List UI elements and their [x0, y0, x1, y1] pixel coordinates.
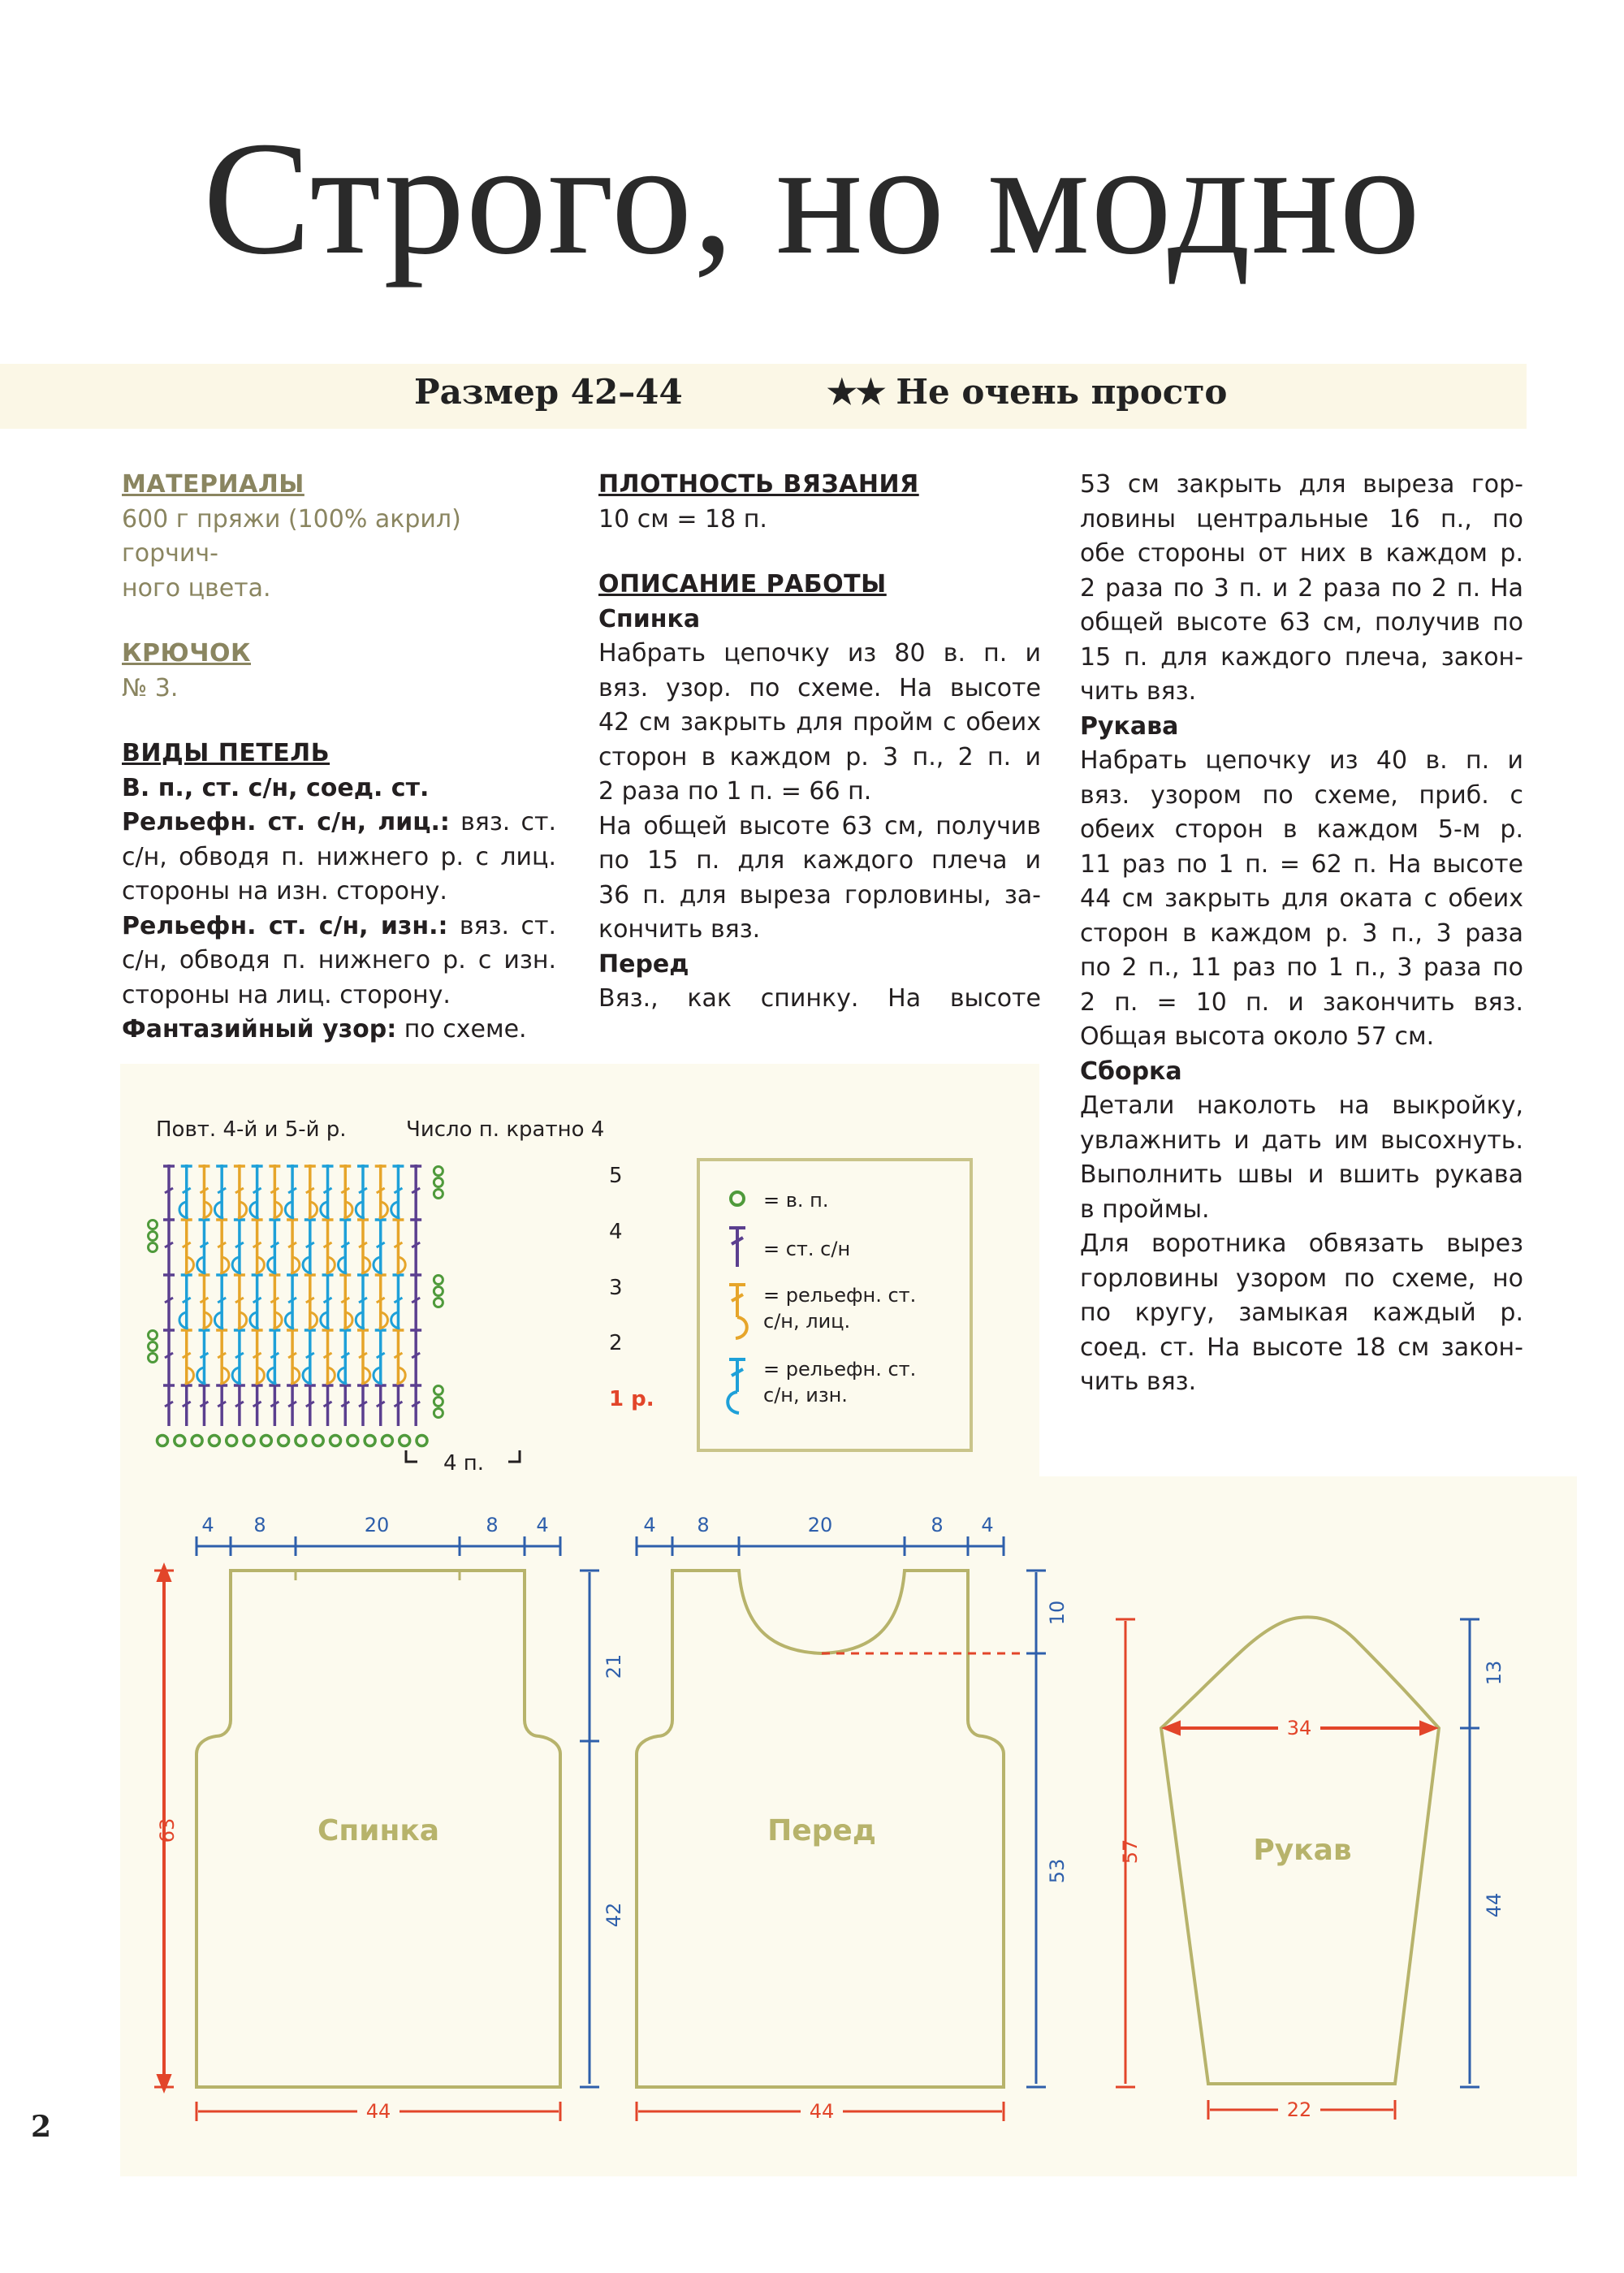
- difficulty-text: Не очень просто: [896, 372, 1228, 412]
- stitch-desc: стороны на лиц. сторону.: [122, 980, 451, 1009]
- stitch-item: [122, 910, 556, 944]
- assembly-line: соед. ст. На высоте 18 см закон-: [1080, 1333, 1523, 1362]
- density-heading: ПЛОТНОСТЬ ВЯЗАНИЯ: [598, 470, 919, 499]
- back-dim: 4: [536, 1514, 549, 1536]
- sleeve-lower-label: 44: [1483, 1892, 1505, 1918]
- back-dim: 8: [253, 1514, 266, 1536]
- turning-chain: [434, 1167, 443, 1176]
- garment-schematics: [0, 1476, 1624, 2176]
- back-lower-label: 42: [603, 1902, 625, 1928]
- back-dim: 20: [364, 1514, 390, 1536]
- turning-chain: [434, 1386, 443, 1395]
- front-line: обе стороны от них в каждом р.: [1080, 539, 1523, 568]
- assembly-line: Для воротника обвязать вырез: [1080, 1229, 1523, 1258]
- sleeve-label: Рукав: [1253, 1834, 1352, 1867]
- front-dim: 8: [697, 1514, 710, 1536]
- difficulty-stars-icon: ★★: [827, 372, 885, 412]
- stitch-grid: [149, 1165, 443, 1446]
- page-number: 2: [31, 2110, 52, 2144]
- materials-line: ного цвета.: [122, 573, 271, 603]
- back-line: 2 раза по 1 п. = 66 п.: [598, 777, 872, 806]
- sleeve-line: 2 п. = 10 п. и закончить вяз.: [1080, 987, 1523, 1017]
- front-dim: 20: [807, 1514, 833, 1536]
- assembly-line: увлажнить и дать им высохнуть.: [1080, 1126, 1523, 1155]
- back-line: по 15 п. для каждого плеча и: [598, 846, 1041, 875]
- turning-chain: [149, 1221, 158, 1229]
- chain-stitch: [227, 1436, 237, 1446]
- chain-icon: [731, 1192, 744, 1205]
- legend-text: с/н, лиц.: [763, 1310, 851, 1333]
- turning-chain: [149, 1232, 158, 1241]
- materials-line: 600 г пряжи (100% акрил) горчич-: [122, 504, 461, 568]
- sleeve-line: вяз. узором по схеме, приб. с: [1080, 780, 1523, 810]
- back-schematic: [154, 1514, 625, 2123]
- stitch-desc: вяз. ст.: [447, 911, 557, 940]
- back-line: вяз. узор. по схеме. На высоте: [598, 673, 1041, 702]
- front-schematic: [637, 1514, 1069, 2123]
- sleeve-schematic: [1116, 1617, 1505, 2121]
- fpdc-icon: [729, 1283, 747, 1338]
- row-label-3: 3: [609, 1276, 623, 1300]
- turning-chain: [434, 1178, 443, 1187]
- row-label-2: 2: [609, 1331, 623, 1355]
- sleeve-bottom-label: 22: [1286, 2098, 1312, 2121]
- repeat-label: Повт. 4-й и 5-й р.: [156, 1117, 347, 1142]
- chain-stitch: [296, 1436, 306, 1446]
- front-line: 2 раза по 3 п. и 2 раза по 2 п. На: [1080, 573, 1523, 603]
- turning-chain: [149, 1243, 158, 1252]
- assembly-title: Сборка: [1080, 1057, 1182, 1086]
- assembly-line: горловины узором по схеме, но: [1080, 1264, 1523, 1293]
- back-label: Спинка: [317, 1814, 440, 1847]
- chain-stitch: [158, 1436, 168, 1446]
- difficulty-label: [827, 372, 1227, 412]
- stitch-name: Рельефн. ст. с/н, изн.:: [122, 911, 448, 940]
- front-dim: 8: [931, 1514, 944, 1536]
- sleeve-line: 44 см закрыть для оката с обеих: [1080, 884, 1523, 913]
- assembly-line: в проймы.: [1080, 1195, 1210, 1224]
- stitch-desc: стороны на изн. сторону.: [122, 877, 447, 905]
- row-label-4: 4: [609, 1220, 623, 1244]
- back-dim: 8: [486, 1514, 499, 1536]
- chain-stitch: [244, 1436, 254, 1446]
- front-neck-label: 10: [1046, 1600, 1069, 1626]
- turning-chain: [434, 1276, 443, 1285]
- back-line: 36 п. для выреза горловины, за-: [598, 880, 1041, 910]
- sleeve-line: по 2 п., 11 раз по 1 п., 3 раза по: [1080, 953, 1523, 982]
- stitch-desc: с/н, обводя п. нижнего р. с лиц.: [122, 842, 556, 871]
- back-title: Спинка: [598, 604, 701, 633]
- legend-text: = рельефн. ст.: [763, 1284, 917, 1307]
- sleeve-cap-width-label: 34: [1286, 1717, 1312, 1739]
- stitches-basic: В. п., ст. с/н, соед. ст.: [122, 773, 430, 802]
- stitch-desc: вяз. ст.: [449, 808, 557, 836]
- back-line: кончить вяз.: [598, 915, 761, 944]
- stitch-desc: по схеме.: [396, 1015, 527, 1044]
- back-line: сторон в каждом р. 3 п., 2 п. и: [598, 742, 1041, 771]
- sleeve-line: 11 раз по 1 п. = 62 п. На высоте: [1080, 849, 1523, 879]
- turning-chain: [149, 1354, 158, 1363]
- dc-icon: [729, 1226, 745, 1267]
- back-line: Набрать цепочку из 80 в. п. и: [598, 639, 1041, 668]
- legend-text: с/н, изн.: [763, 1384, 848, 1407]
- front-width-label: 44: [809, 2100, 835, 2123]
- back-height-label: 63: [156, 1817, 179, 1843]
- front-title: Перед: [598, 949, 689, 979]
- sleeve-line: Общая высота около 57 см.: [1080, 1022, 1435, 1051]
- back-dim: 4: [201, 1514, 214, 1536]
- back-upper-label: 21: [603, 1653, 625, 1679]
- multiple-label: Число п. кратно 4: [406, 1117, 605, 1142]
- front-line: общей высоте 63 см, получив по: [1080, 608, 1523, 637]
- chain-stitch: [330, 1436, 341, 1446]
- page-title: Строго, но модно: [202, 109, 1422, 288]
- stitch-name: Фантазийный узор:: [122, 1015, 397, 1044]
- back-line: 42 см закрыть для пройм с обеих: [598, 708, 1041, 737]
- chain-stitch: [261, 1436, 271, 1446]
- row-label-5: 5: [609, 1164, 623, 1188]
- front-line: ловины центральные 16 п., по: [1080, 504, 1523, 534]
- info-band: [0, 364, 1527, 429]
- front-line: чить вяз.: [1080, 677, 1197, 706]
- turning-chain: [434, 1190, 443, 1199]
- hook-text: № 3.: [122, 673, 179, 702]
- turning-chain: [434, 1287, 443, 1296]
- front-line: Вяз., как спинку. На высоте: [598, 984, 1041, 1013]
- sleeve-title: Рукава: [1080, 711, 1179, 741]
- chain-stitch: [209, 1436, 219, 1446]
- front-to-neck-label: 53: [1046, 1858, 1069, 1884]
- stitch-item: [122, 1013, 556, 1048]
- front-label: Перед: [767, 1814, 876, 1847]
- front-dim: 4: [643, 1514, 656, 1536]
- sleeve-line: обеих сторон в каждом 5-м р.: [1080, 815, 1523, 844]
- description-heading: ОПИСАНИЕ РАБОТЫ: [598, 570, 887, 598]
- legend-text: = рельефн. ст.: [763, 1358, 917, 1381]
- legend-text: = ст. с/н: [763, 1238, 851, 1260]
- turning-chain: [434, 1398, 443, 1407]
- chain-stitch: [313, 1436, 323, 1446]
- stitch-item: [122, 806, 556, 840]
- stitch-desc: с/н, обводя п. нижнего р. с изн.: [122, 946, 556, 974]
- back-width-label: 44: [365, 2100, 391, 2123]
- back-line: На общей высоте 63 см, получив: [598, 811, 1041, 840]
- size-label: Размер 42–44: [414, 372, 683, 412]
- assembly-line: Детали наколоть на выкройку,: [1080, 1091, 1523, 1120]
- turning-chain: [434, 1409, 443, 1418]
- chain-stitch: [192, 1436, 202, 1446]
- bpdc-icon: [728, 1358, 745, 1413]
- width-label: 4 п.: [443, 1451, 485, 1476]
- sleeve-line: Набрать цепочку из 40 в. п. и: [1080, 746, 1523, 775]
- chain-stitch: [417, 1436, 427, 1446]
- front-line: 15 п. для каждого плеча, закон-: [1080, 642, 1523, 672]
- column-2: [598, 468, 1041, 1017]
- stitches-heading: ВИДЫ ПЕТЕЛЬ: [122, 739, 330, 767]
- assembly-line: Выполнить швы и вшить рукава: [1080, 1160, 1523, 1189]
- front-dim: 4: [981, 1514, 994, 1536]
- crochet-chart: [120, 1064, 1039, 1476]
- turning-chain: [434, 1299, 443, 1307]
- chain-stitch: [382, 1436, 392, 1446]
- assembly-line: по кругу, замыкая каждый р.: [1080, 1299, 1523, 1327]
- sleeve-cap-height-label: 13: [1483, 1660, 1505, 1686]
- turning-chain: [149, 1331, 158, 1340]
- row-label-1: 1 р.: [609, 1387, 654, 1411]
- chain-stitch: [175, 1436, 185, 1446]
- column-1: [122, 468, 556, 1048]
- front-line: 53 см закрыть для выреза гор-: [1080, 470, 1523, 499]
- legend-text: = в. п.: [763, 1189, 829, 1212]
- chain-stitch: [348, 1436, 358, 1446]
- density-text: 10 см = 18 п.: [598, 504, 767, 534]
- chain-stitch: [279, 1436, 289, 1446]
- chain-stitch: [365, 1436, 375, 1446]
- stitch-name: Рельефн. ст. с/н, лиц.:: [122, 808, 450, 836]
- chain-stitch: [400, 1436, 410, 1446]
- sleeve-total-label: 57: [1119, 1839, 1142, 1865]
- assembly-line: чить вяз.: [1080, 1368, 1197, 1396]
- sleeve-line: сторон в каждом р. 3 п., 3 раза: [1080, 918, 1523, 948]
- column-3: [1080, 468, 1523, 1400]
- hook-heading: КРЮЧОК: [122, 639, 251, 668]
- materials-heading: МАТЕРИАЛЫ: [122, 470, 304, 499]
- turning-chain: [149, 1342, 158, 1351]
